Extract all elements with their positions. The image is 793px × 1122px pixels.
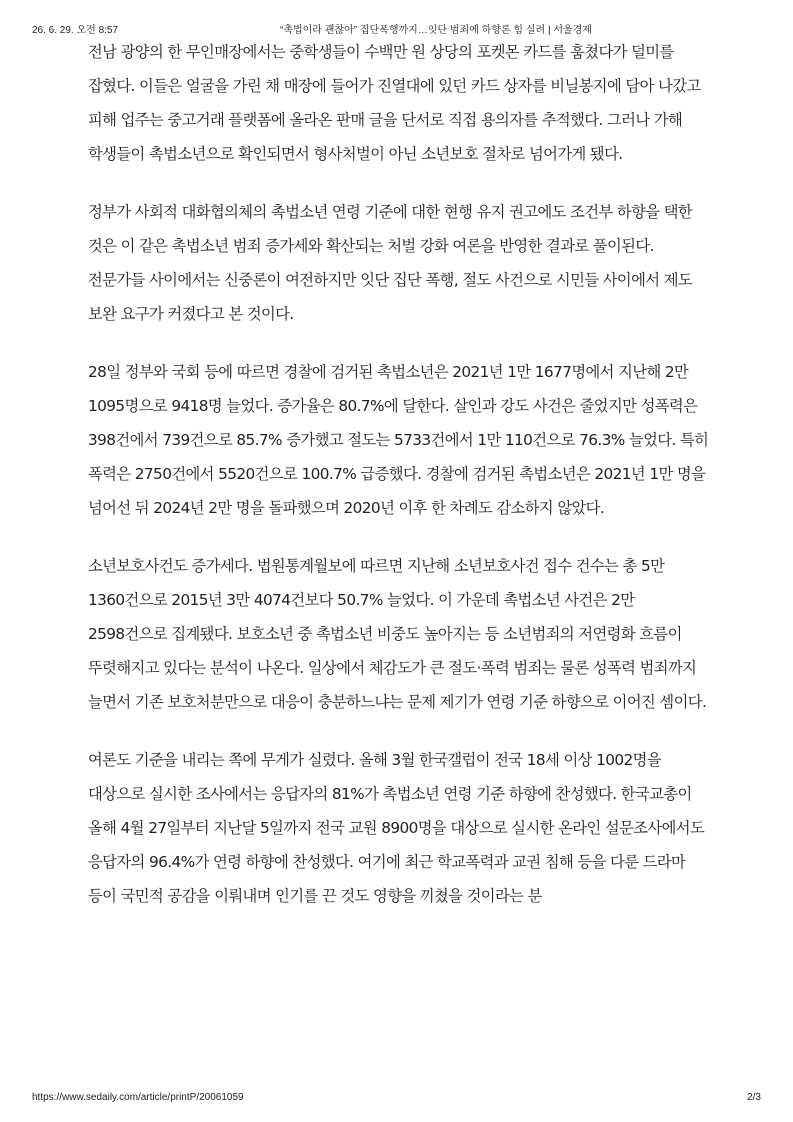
article-paragraph: 전남 광양의 한 무인매장에서는 중학생들이 수백만 원 상당의 포켓몬 카드를 훔쳤다가 덜미를 잡혔다. 이들은 얼굴을 가린 채 매장에 들어가 진열대에 있던 카드 상자를 비닐봉지에 담아 나갔고 피해 업주는 중고거래 플랫폼에 올라온 판매 글을 단서로 직접 용의자를 추적했다. 그러나 가해 학생들이 촉법소년으로 확인되면서 형사처벌이 아닌 소년보호 절차로 넘어가게 됐다. <box>88 43 701 163</box>
print-footer <box>32 1092 761 1106</box>
print-url: https://www.sedaily.com/article/printP/20061059 <box>32 1092 244 1103</box>
print-datetime: 26. 6. 29. 오전 8:57 <box>32 25 119 36</box>
print-header <box>32 21 761 35</box>
page-number: 2/3 <box>747 1092 761 1103</box>
article-paragraph: 정부가 사회적 대화협의체의 촉법소년 연령 기준에 대한 현행 유지 권고에도 조건부 하향을 택한 것은 이 같은 촉법소년 범죄 증가세와 확산되는 처벌 강화 여론을 반영한 결과로 풀이된다. 전문가들 사이에서는 신중론이 여전하지만 잇단 집단 폭행, 절도 사건으로 시민들 사이에서 제도 보완 요구가 커졌다고 본 것이다. <box>88 203 693 323</box>
article-body <box>88 35 710 937</box>
article-paragraph: 소년보호사건도 증가세다. 법원통계월보에 따르면 지난해 소년보호사건 접수 건수는 총 5만 1360건으로 2015년 3만 4074건보다 50.7% 늘었다. 이 가운데 촉법소년 사건은 2만 2598건으로 집계됐다. 보호소년 중 촉법소년 비중도 높아지는 등 소년범죄의 저연령화 흐름이 뚜렷해지고 있다는 분석이 나온다. 일상에서 체감도가 큰 절도·폭력 범죄는 물론 성폭력 범죄까지 늘면서 기존 보호처분만으로 대응이 충분하느냐는 문제 제기가 연령 기준 하향으로 이어진 셈이다. <box>88 557 707 711</box>
article-paragraph: 28일 정부와 국회 등에 따르면 경찰에 검거된 촉법소년은 2021년 1만 1677명에서 지난해 2만 1095명으로 9418명 늘었다. 증가율은 80.7%에 달한다. 살인과 강도 사건은 줄었지만 성폭력은 398건에서 739건으로 85.7% 증가했고 절도는 5733건에서 1만 110건으로 76.3% 늘었다. 특히 폭력은 2750건에서 5520건으로 100.7% 급증했다. 경찰에 검거된 촉법소년은 2021년 1만 명을 넘어선 뒤 2024년 2만 명을 돌파했으며 2020년 이후 한 차례도 감소하지 않았다. <box>88 363 709 517</box>
article-paragraph: 여론도 기준을 내리는 쪽에 무게가 실렸다. 올해 3월 한국갤럽이 전국 18세 이상 1002명을 대상으로 실시한 조사에서는 응답자의 81%가 촉법소년 연령 기준 하향에 찬성했다. 한국교총이 올해 4월 27일부터 지난달 5일까지 전국 교원 8900명을 대상으로 실시한 온라인 설문조사에서도 응답자의 96.4%가 연령 하향에 찬성했다. 여기에 최근 학교폭력과 교권 침해 등을 다룬 드라마 등이 국민적 공감을 이뤄내며 인기를 끈 것도 영향을 끼쳤을 것이라는 분 <box>88 751 705 905</box>
print-document-title: “촉법이라 괜찮아” 집단폭행까지…잇단 범죄에 하향론 힘 실려 | 서울경제 <box>280 25 592 36</box>
